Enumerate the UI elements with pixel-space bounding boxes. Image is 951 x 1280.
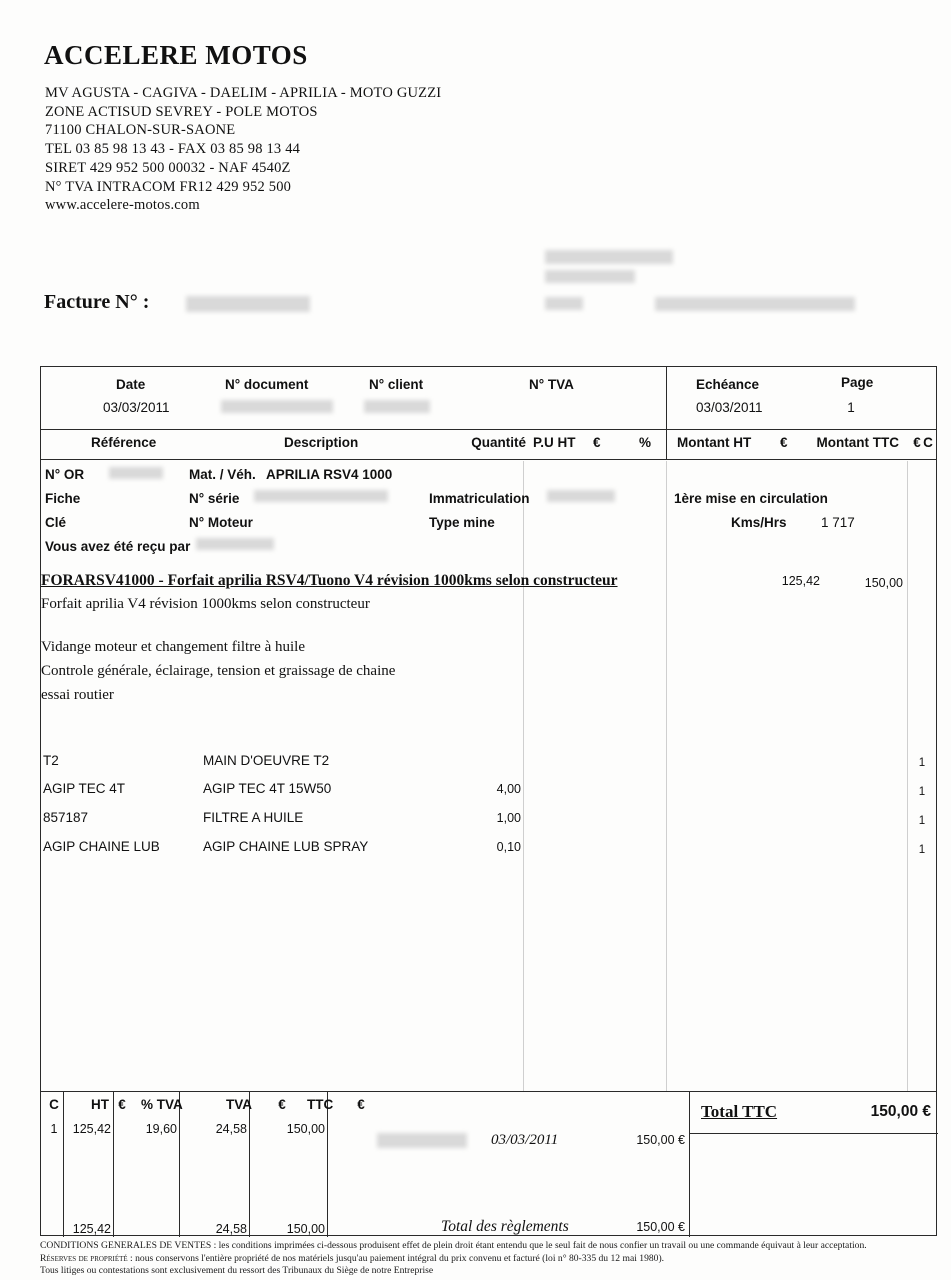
column-header-montant-ttc: Montant TTC xyxy=(816,435,899,450)
total-ttc-value: 150,00 € xyxy=(870,1103,931,1120)
service-detail: essai routier xyxy=(41,687,114,703)
redacted-document-number xyxy=(221,400,333,413)
label-kms: Kms/Hrs xyxy=(731,515,787,530)
totals-row-c: 1 xyxy=(50,1122,58,1136)
redacted-serial-number xyxy=(254,490,388,502)
totals-row-pct-tva: 19,60 xyxy=(145,1122,177,1136)
label-fiche: Fiche xyxy=(45,491,81,506)
service-detail: Controle générale, éclairage, tension et graissage de chaine xyxy=(41,663,396,679)
euro-icon: € xyxy=(593,435,601,450)
conditions-block xyxy=(40,1240,920,1278)
line-quantity: 4,00 xyxy=(496,782,521,796)
header-tva: N° TVA xyxy=(529,377,574,392)
totals-header-pct-tva: % TVA xyxy=(141,1097,183,1112)
line-reference: AGIP TEC 4T xyxy=(43,781,126,796)
line-reference: AGIP CHAINE LUB xyxy=(43,839,160,854)
company-address-block xyxy=(45,84,441,215)
line-reference: T2 xyxy=(43,753,59,768)
label-recu-par: Vous avez été reçu par xyxy=(45,539,191,554)
label-mise-circulation: 1ère mise en circulation xyxy=(674,491,828,506)
column-guide xyxy=(523,461,524,1091)
redacted-immatriculation xyxy=(547,490,615,502)
table-rule xyxy=(179,1091,180,1237)
line-c: 1 xyxy=(918,844,926,856)
conditions-text-1: les conditions imprimées ci-dessous produisent effet de plein droit étant entendu que le seul fait de nous confier un travail ou une commande équivaut à leur acceptation. xyxy=(218,1240,867,1251)
label-immatriculation: Immatriculation xyxy=(429,491,530,506)
totals-header-c: C xyxy=(49,1097,59,1112)
service-montant-ttc: 150,00 xyxy=(864,576,903,590)
total-ttc-label: Total TTC xyxy=(701,1102,778,1121)
table-rule xyxy=(666,367,667,459)
redacted-customer-line2 xyxy=(545,270,635,283)
line-description: AGIP CHAINE LUB SPRAY xyxy=(203,839,369,854)
payment-amount: 150,00 € xyxy=(636,1133,685,1147)
redacted-client-number xyxy=(364,400,430,413)
euro-icon: € xyxy=(780,435,788,450)
table-rule xyxy=(327,1091,328,1237)
value-mat-veh: APRILIA RSV4 1000 xyxy=(266,467,393,482)
invoice-table xyxy=(40,366,937,1236)
table-rule xyxy=(249,1091,250,1237)
conditions-lead-1: CONDITIONS GENERALES DE VENTES : xyxy=(40,1240,217,1251)
invoice-number-label: Facture N° : xyxy=(44,291,150,313)
column-guide xyxy=(907,461,908,1091)
value-page: 1 xyxy=(847,400,855,415)
table-rule xyxy=(41,459,936,460)
euro-icon: € xyxy=(278,1097,286,1112)
table-rule xyxy=(689,1091,690,1237)
reglements-label: Total des règlements xyxy=(441,1218,569,1235)
column-header-c: C xyxy=(923,435,933,450)
totals-sum-ht: 125,42 xyxy=(72,1222,111,1236)
totals-row-tva: 24,58 xyxy=(215,1122,247,1136)
header-document: N° document xyxy=(225,377,309,392)
reglements-amount: 150,00 € xyxy=(636,1220,685,1234)
line-c: 1 xyxy=(918,786,926,798)
totals-row-ht: 125,42 xyxy=(72,1122,111,1136)
conditions-line-2 xyxy=(40,1253,920,1266)
header-page: Page xyxy=(841,375,874,390)
service-montant-ht: 125,42 xyxy=(781,574,820,588)
totals-row-ttc: 150,00 xyxy=(286,1122,325,1136)
redacted-customer-postcode xyxy=(545,297,583,310)
label-mat-veh: Mat. / Véh. xyxy=(189,467,256,482)
column-header-pu-ht: P.U HT xyxy=(533,435,576,450)
service-subtitle: Forfait aprilia V4 révision 1000kms selon constructeur xyxy=(41,596,370,612)
redacted-payment-method xyxy=(377,1133,467,1148)
redacted-customer-name xyxy=(545,250,673,264)
company-website: www.accelere-motos.com xyxy=(45,197,200,214)
totals-header-ttc: TTC xyxy=(307,1097,334,1112)
company-address-line: MV AGUSTA - CAGIVA - DAELIM - APRILIA - MOTO GUZZI xyxy=(45,85,442,101)
label-type-mine: Type mine xyxy=(429,515,495,530)
service-code-title: FORARSV41000 - Forfait aprilia RSV4/Tuono V4 révision 1000kms selon constructeur xyxy=(41,572,618,589)
line-c: 1 xyxy=(918,757,926,769)
label-serie: N° série xyxy=(189,491,240,506)
line-description: AGIP TEC 4T 15W50 xyxy=(203,781,332,796)
column-header-reference: Référence xyxy=(91,435,157,450)
line-quantity: 1,00 xyxy=(496,811,521,825)
redacted-advisor-name xyxy=(196,538,274,550)
company-address-line: N° TVA INTRACOM FR12 429 952 500 xyxy=(45,178,292,195)
table-rule xyxy=(41,1091,936,1092)
company-address-line: ZONE ACTISUD SEVREY - POLE MOTOS xyxy=(45,103,318,120)
totals-header-ht: HT xyxy=(91,1097,109,1112)
totals-sum-ttc: 150,00 xyxy=(286,1222,325,1236)
value-kms: 1 717 xyxy=(821,515,855,530)
totals-sum-tva: 24,58 xyxy=(215,1222,247,1236)
line-reference: 857187 xyxy=(43,810,89,825)
column-header-quantite: Quantité xyxy=(471,435,526,450)
label-moteur: N° Moteur xyxy=(189,515,253,530)
table-rule xyxy=(63,1091,64,1237)
euro-icon: € xyxy=(357,1097,365,1112)
line-quantity: 0,10 xyxy=(496,840,521,854)
redacted-invoice-number xyxy=(186,296,310,312)
header-echeance: Echéance xyxy=(696,377,760,392)
conditions-lead-2: Réserves de propriété : xyxy=(40,1252,133,1264)
line-description: MAIN D'OEUVRE T2 xyxy=(203,753,330,768)
line-c: 1 xyxy=(918,815,926,827)
header-date: Date xyxy=(116,377,146,392)
company-address-line: TEL 03 85 98 13 43 - FAX 03 85 98 13 44 xyxy=(45,141,301,158)
company-address-line: SIRET 429 952 500 00032 - NAF 4540Z xyxy=(45,159,291,176)
euro-icon: € xyxy=(118,1097,126,1112)
redacted-customer-city xyxy=(655,297,855,311)
column-header-percent: % xyxy=(639,435,652,450)
value-echeance: 03/03/2011 xyxy=(696,400,763,415)
service-detail: Vidange moteur et changement filtre à huile xyxy=(41,639,305,655)
table-rule xyxy=(689,1133,938,1134)
column-header-description: Description xyxy=(284,435,359,450)
conditions-line-3: Tous litiges ou contestations sont exclusivement du ressort des Tribunaux du Siège de notre Entreprise xyxy=(40,1265,434,1277)
column-header-montant-ht: Montant HT xyxy=(677,435,752,450)
value-date: 03/03/2011 xyxy=(103,400,170,415)
redacted-nor-value xyxy=(109,467,163,479)
totals-header-tva: TVA xyxy=(226,1097,252,1112)
line-description: FILTRE A HUILE xyxy=(203,810,304,825)
payment-date: 03/03/2011 xyxy=(491,1132,559,1148)
euro-icon: € xyxy=(913,435,921,450)
column-guide xyxy=(666,461,667,1091)
conditions-line-1 xyxy=(40,1240,920,1253)
label-cle: Clé xyxy=(45,515,67,530)
company-name: ACCELERE MOTOS xyxy=(44,40,308,70)
label-nor: N° OR xyxy=(45,467,85,482)
header-client: N° client xyxy=(369,377,424,392)
table-rule xyxy=(41,429,936,430)
conditions-text-2: nous conservons l'entière propriété de nos matériels jusqu'au paiement intégral du prix convenu et facturé (loi n° 80-335 du 12 mai 1980). xyxy=(135,1252,665,1264)
table-rule xyxy=(113,1091,114,1237)
company-address-line: 71100 CHALON-SUR-SAONE xyxy=(45,122,236,139)
